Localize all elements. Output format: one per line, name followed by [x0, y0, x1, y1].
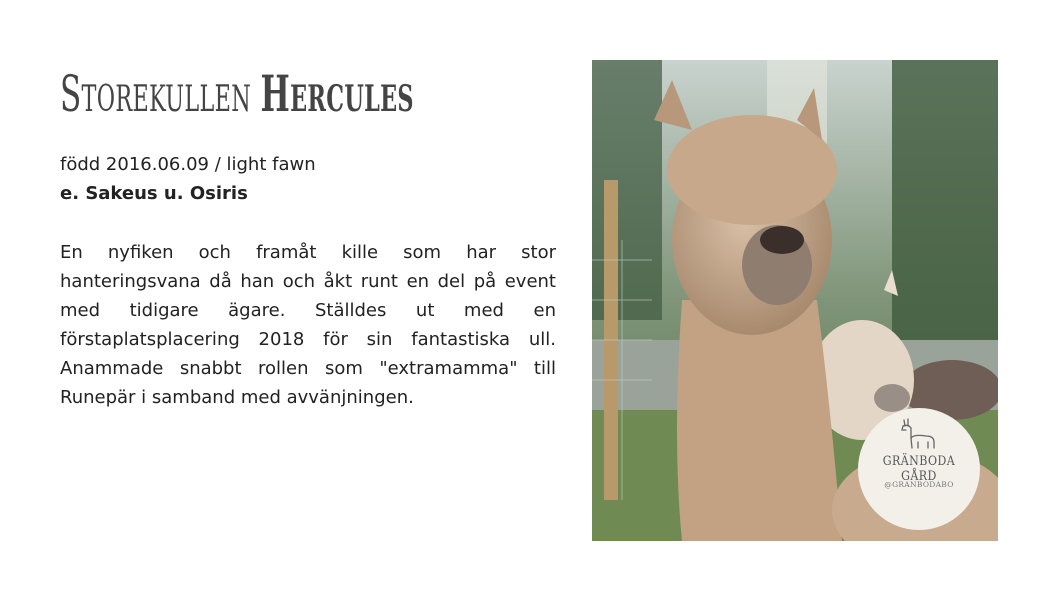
- farm-logo-name: GRÄNBODA GÅRD: [882, 454, 956, 484]
- alpaca-icon: [896, 416, 942, 452]
- lineage-line: e. Sakeus u. Osiris: [60, 183, 248, 204]
- animal-meta: [60, 150, 556, 208]
- animal-description: En nyfiken och framåt kille som har stor hanteringsvana då han och åkt runt en del på event med tidigare ägare. Ställdes ut med en förstaplatsplacering 2018 för sin fantastiska ull. Anammade snabbt rollen som "extramamma" till Runepär i samband med avvänjningen.: [60, 242, 556, 408]
- animal-name-title: [60, 64, 414, 128]
- farm-logo-handle: @GRANBODABO: [884, 480, 954, 489]
- text-column: [60, 66, 556, 430]
- birth-line: född 2016.06.09 / light fawn: [60, 154, 316, 175]
- alpaca-photo: [592, 60, 998, 541]
- title-word-1: STOREKULLEN: [60, 65, 252, 123]
- farm-logo: [858, 408, 980, 530]
- title-word-2: HERCULES: [260, 64, 414, 123]
